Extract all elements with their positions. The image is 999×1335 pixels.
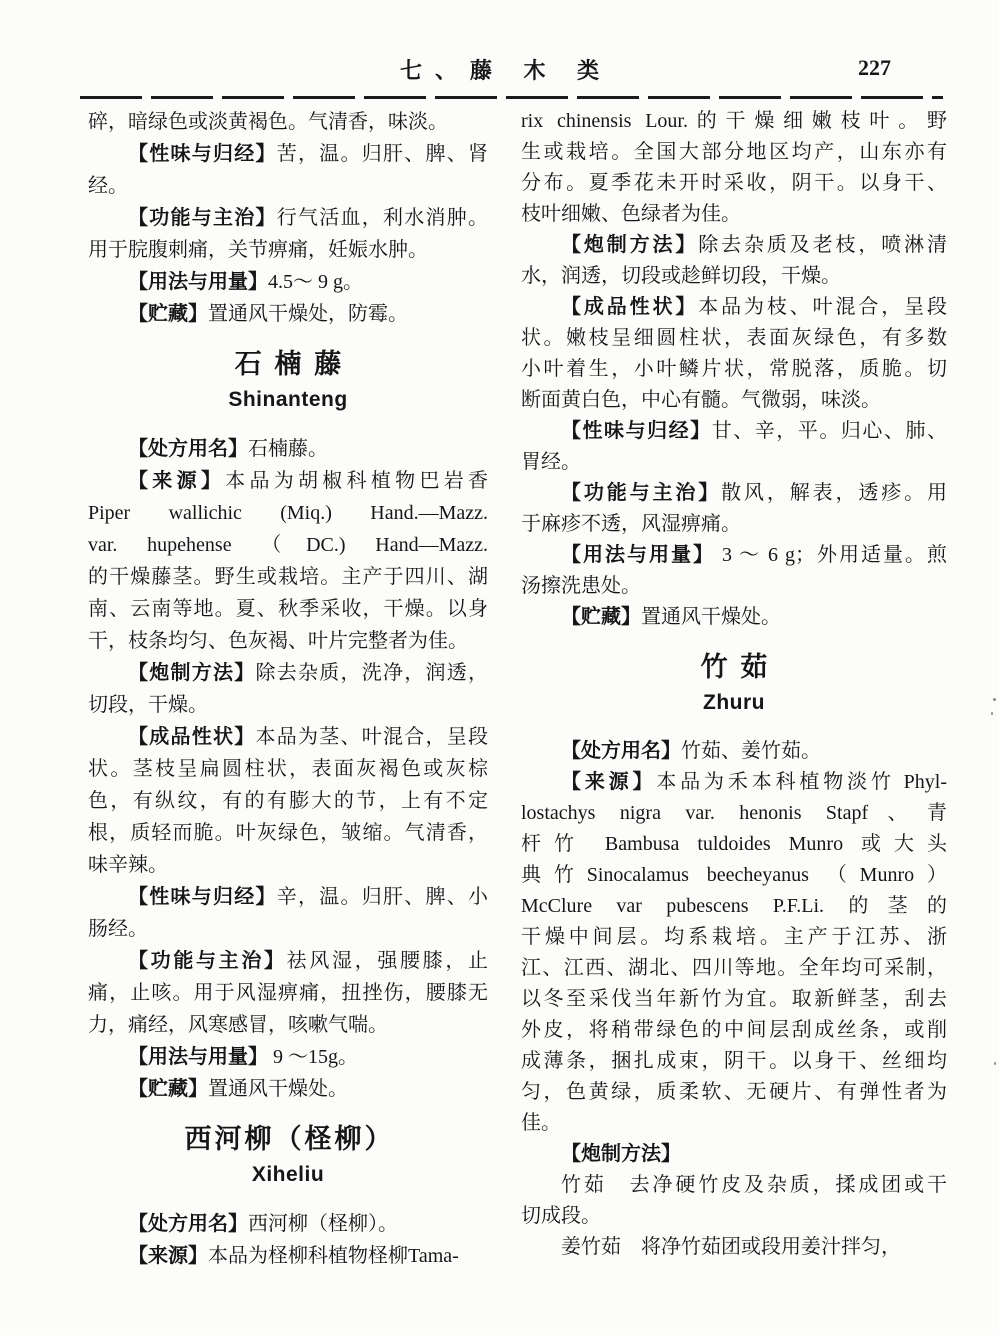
entry-title-chinese: 西河柳（柽柳） [184,1124,395,1154]
text-line: 【功能与主治】祛风湿，强腰膝，止 [128,950,489,972]
text-line: 胃经。 [521,451,581,473]
scan-artifact [993,698,996,701]
entry-title-pinyin: Zhuru [703,691,765,714]
entry-title-chinese: 竹 茹 [700,652,771,682]
text-line: 状。嫩枝呈细圆柱状，表面灰绿色，有多数 [521,327,947,349]
entry-heading [88,1105,488,1208]
scan-artifact [994,1062,996,1065]
text-line: lostachys nigra var. henonis Stapf、青 [521,802,947,824]
text-line: 【成品性状】本品为枝、叶混合，呈段 [561,296,947,318]
text-line: 【功能与主治】行气活血，利水消肿。 [128,207,488,229]
header-rule [80,96,943,99]
text-line: 经。 [88,175,128,197]
text-line: 力，痛经，风寒感冒，咳嗽气喘。 [88,1014,388,1036]
text-line: var. hupehense （DC.) Hand—Mazz. [88,534,488,556]
text-line: 状。茎枝呈扁圆柱状，表面灰褐色或灰棕 [88,758,488,780]
text-line: 【用法与用量】 3 ～ 6 g；外用适量。煎 [561,544,947,566]
text-line: 汤擦洗患处。 [521,575,641,597]
text-line: 色，有纵纹，有的有膨大的节，上有不定 [88,790,488,812]
text-line: 【性味与归经】苦，温。归肝、脾、肾 [128,143,488,165]
entry-title-chinese: 石 楠 藤 [234,349,345,379]
text-line: 【性味与归经】辛，温。归肝、脾、小 [128,886,488,908]
right-column [521,106,947,1263]
text-line: 生或栽培。全国大部分地区均产，山东亦有 [521,141,947,163]
text-line: 【处方用名】石楠藤。 [128,438,328,460]
text-line: 杆竹 Bambusa tuldoides Munro 或大头 [521,833,947,855]
text-line: 【成品性状】本品为茎、叶混合，呈段 [128,726,488,748]
text-line: 【贮藏】置通风干燥处，防霉。 [128,303,408,325]
text-line: 味辛辣。 [88,854,168,876]
text-line: 【来源】本品为胡椒科植物巴岩香 [128,470,489,492]
text-line: 干燥中间层。均系栽培。主产于江苏、浙 [521,926,947,948]
text-line: 【来源】本品为柽柳科植物柽柳Tama- [128,1245,459,1267]
page-number: 227 [858,55,891,80]
text-line: 南、云南等地。夏、秋季采收，干燥。以身 [88,598,488,620]
text-line: 外皮，将稍带绿色的中间层刮成丝条，或削 [521,1019,947,1041]
text-line: 【贮藏】置通风干燥处。 [128,1078,348,1100]
entry-title-pinyin: Xiheliu [251,1163,325,1186]
text-line: 于麻疹不透，风湿痹痛。 [521,513,741,535]
text-line: 【用法与用量】 9 ～15g。 [128,1046,358,1068]
text-columns [88,106,947,1272]
text-line: 枝叶细嫩、色绿者为佳。 [521,203,741,225]
text-line: Piper wallichic (Miq.) Hand.—Mazz. [88,502,488,524]
text-line: 匀，色黄绿，质柔软、无硬片、有弹性者为 [521,1081,947,1103]
text-line: 用于脘腹刺痛，关节痹痛，妊娠水肿。 [88,239,428,261]
text-line: 切段，干燥。 [88,694,208,716]
text-line: 碎，暗绿色或淡黄褐色。气清香，味淡。 [88,111,448,133]
entry-heading [88,330,488,433]
text-line: 【用法与用量】4.5～ 9 g。 [128,271,363,293]
entry-heading [521,633,947,736]
text-line: 【来源】本品为禾本科植物淡竹 Phyl- [561,771,947,793]
entry-title-pinyin: Shinanteng [228,388,348,411]
text-line: 以冬至采伐当年新竹为宜。取新鲜茎，刮去 [521,988,947,1010]
text-line: rix chinensis Lour.的干燥细嫩枝叶。野 [521,110,947,132]
text-line: 典竹Sinocalamus beecheyanus （Munro） [521,864,947,886]
text-line: 成薄条，捆扎成束，阴干。以身干、丝细均 [521,1050,947,1072]
left-column [88,106,488,1272]
text-line: 姜竹茹 将净竹茹团或段用姜汁拌匀， [561,1236,901,1258]
text-line: 【炮制方法】除去杂质，洗净，润透， [128,662,488,684]
text-line: 佳。 [521,1112,561,1134]
text-line: 【炮制方法】 [561,1143,681,1165]
text-line: 【贮藏】置通风干燥处。 [561,606,781,628]
text-line: 小叶着生，小叶鳞片状，常脱落，质脆。切 [521,358,947,380]
text-line: 【处方用名】竹茹、姜竹茹。 [561,740,821,762]
text-line: 【炮制方法】除去杂质及老枝，喷淋清 [561,234,947,256]
text-line: 【处方用名】西河柳（柽柳）。 [128,1213,398,1235]
text-line: 水，润透，切段或趁鲜切段，干燥。 [521,265,841,287]
text-line: 切成段。 [521,1205,601,1227]
text-line: 【性味与归经】甘、辛，平。归心、肺、 [561,420,948,442]
text-line: 根，质轻而脆。叶灰绿色，皱缩。气清香， [88,822,488,844]
text-line: 断面黄白色，中心有髓。气微弱，味淡。 [521,389,881,411]
text-line: 肠经。 [88,918,148,940]
text-line: 【功能与主治】散风，解表，透疹。用 [561,482,947,504]
text-line: 江、江西、湖北、四川等地。全年均可采制， [521,957,947,979]
text-line: 分布。夏季花未开时采收，阴干。以身干、 [521,172,947,194]
text-line: 的干燥藤茎。野生或栽培。主产于四川、湖 [88,566,488,588]
text-line: 痛，止咳。用于风湿痹痛，扭挫伤，腰膝无 [88,982,488,1004]
scan-artifact [991,712,993,715]
section-title: 七、藤 木 类 [399,58,612,83]
text-line: 竹茹 去净硬竹皮及杂质，揉成团或干 [561,1174,947,1196]
text-line: McClure var pubescens P.F.Li. 的茎的 [521,895,947,917]
text-line: 干，枝条均匀、色灰褐、叶片完整者为佳。 [88,630,468,652]
